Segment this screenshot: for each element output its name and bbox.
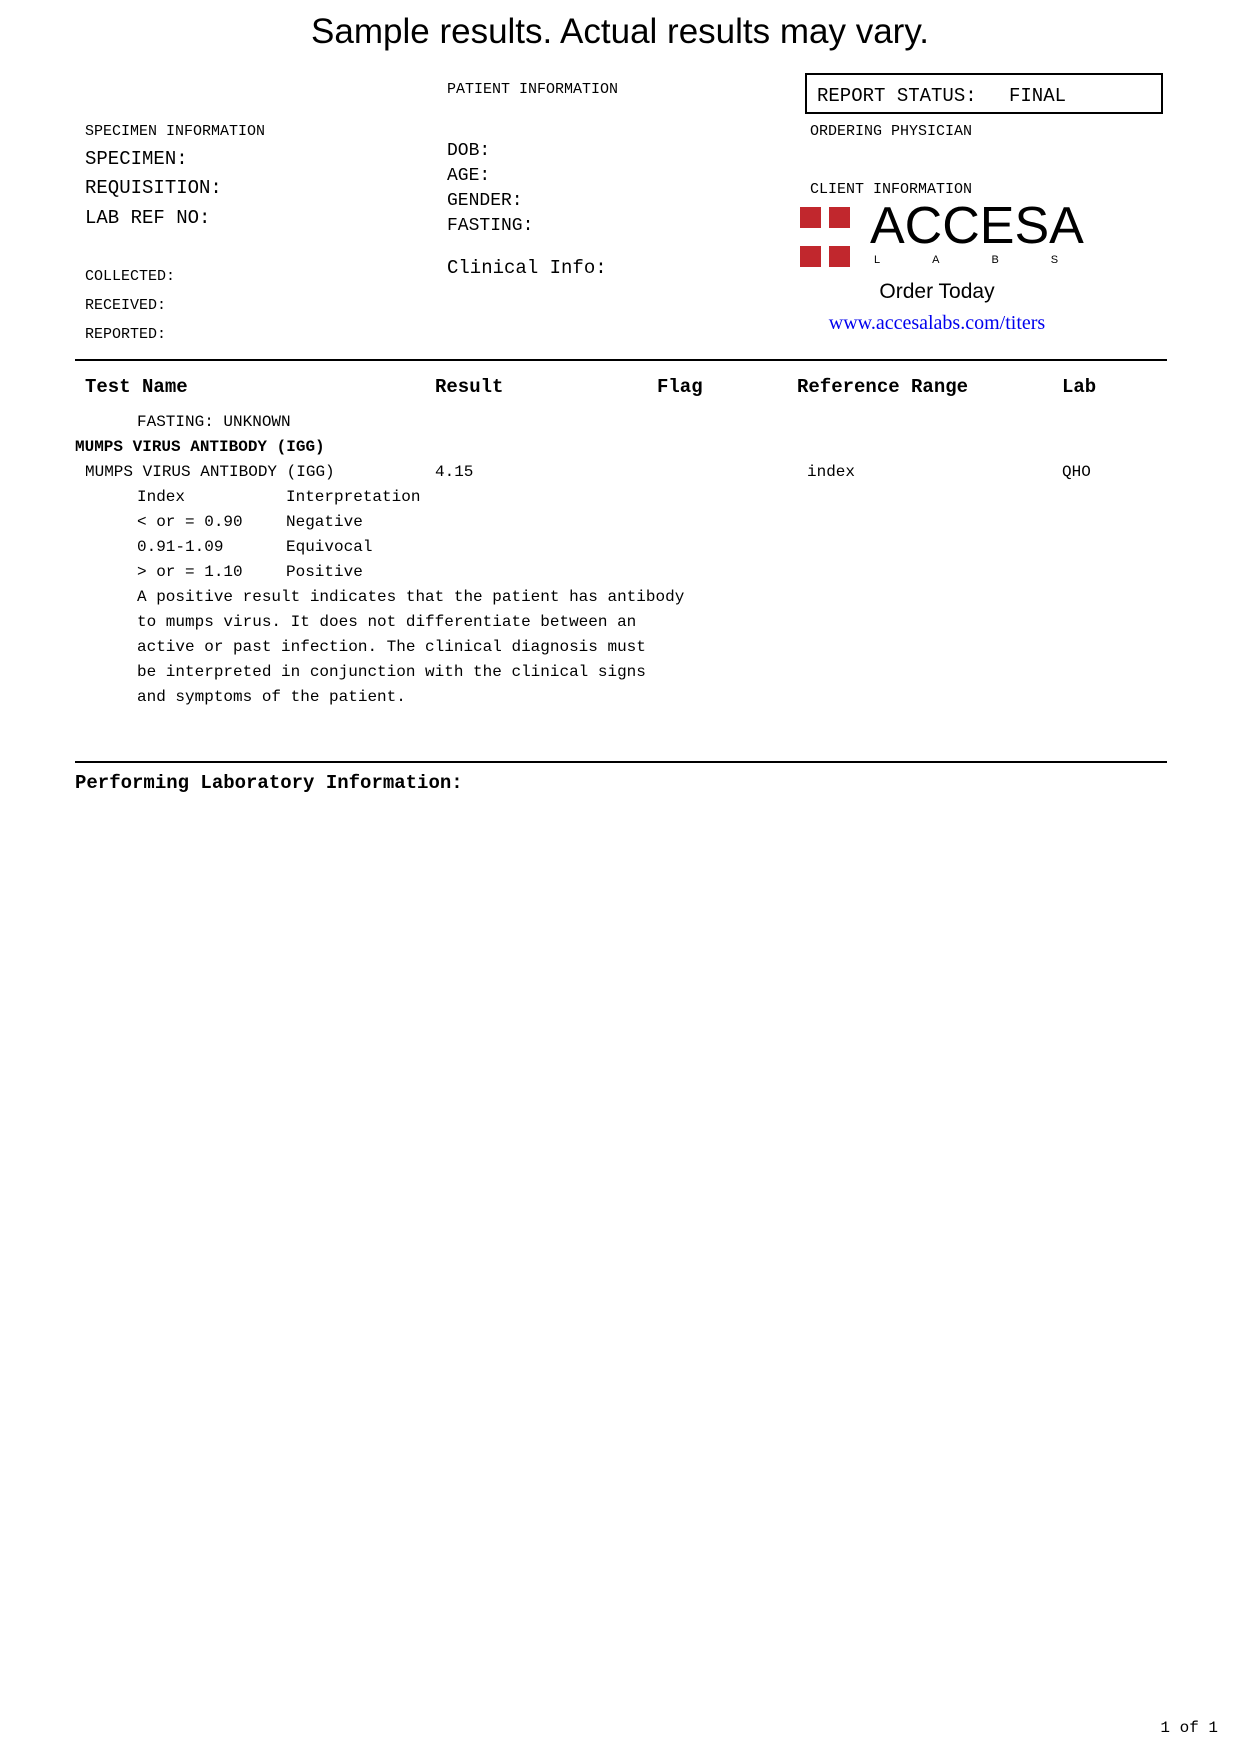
ordering-physician-heading: ORDERING PHYSICIAN bbox=[810, 123, 973, 140]
clinical-info-label: Clinical Info: bbox=[447, 257, 607, 279]
interp-index: > or = 1.10 bbox=[137, 563, 243, 581]
received-label: RECEIVED: bbox=[85, 297, 167, 314]
comment-line: active or past infection. The clinical diagnosis must bbox=[137, 638, 646, 656]
disclaimer-banner: Sample results. Actual results may vary. bbox=[311, 12, 929, 51]
test-name-cell: MUMPS VIRUS ANTIBODY (IGG) bbox=[85, 463, 335, 481]
interp-value: Negative bbox=[286, 513, 363, 531]
order-today-text: Order Today bbox=[879, 280, 995, 303]
report-status-box bbox=[805, 73, 1163, 114]
performing-lab-heading: Performing Laboratory Information: bbox=[75, 772, 463, 794]
interp-index: 0.91-1.09 bbox=[137, 538, 224, 556]
col-header-result: Result bbox=[435, 376, 504, 398]
collected-label: COLLECTED: bbox=[85, 268, 176, 285]
col-header-test-name: Test Name bbox=[85, 376, 188, 398]
col-header-flag: Flag bbox=[657, 376, 703, 398]
test-section-title: MUMPS VIRUS ANTIBODY (IGG) bbox=[75, 438, 325, 456]
col-header-lab: Lab bbox=[1062, 376, 1097, 398]
report-status-label: REPORT STATUS: bbox=[817, 85, 977, 107]
col-header-reference-range: Reference Range bbox=[797, 376, 969, 398]
logo-wordmark: ACCESA bbox=[870, 197, 1084, 255]
page-indicator: 1 of 1 bbox=[1160, 1719, 1218, 1737]
gender-label: GENDER: bbox=[447, 191, 523, 211]
client-information-heading: CLIENT INFORMATION bbox=[810, 181, 973, 198]
reference-range-cell: index bbox=[807, 463, 856, 481]
requisition-label: REQUISITION: bbox=[85, 177, 222, 199]
header-divider bbox=[75, 359, 1167, 361]
interp-index: < or = 0.90 bbox=[137, 513, 243, 531]
specimen-label: SPECIMEN: bbox=[85, 148, 188, 170]
report-status-value: FINAL bbox=[1009, 85, 1067, 107]
footer-divider bbox=[75, 761, 1167, 763]
specimen-information-heading: SPECIMEN INFORMATION bbox=[85, 123, 266, 140]
interp-value: Positive bbox=[286, 563, 363, 581]
comment-line: A positive result indicates that the patient has antibody bbox=[137, 588, 685, 606]
interp-value: Equivocal bbox=[286, 538, 373, 556]
comment-line: be interpreted in conjunction with the clinical signs bbox=[137, 663, 646, 681]
comment-line: and symptoms of the patient. bbox=[137, 688, 406, 706]
reported-label: REPORTED: bbox=[85, 326, 167, 343]
age-label: AGE: bbox=[447, 166, 491, 186]
result-cell: 4.15 bbox=[435, 463, 474, 481]
comment-line: to mumps virus. It does not differentiate between an bbox=[137, 613, 637, 631]
fasting-label: FASTING: bbox=[447, 216, 534, 236]
interp-header-index: Index bbox=[137, 488, 186, 506]
lab-ref-no-label: LAB REF NO: bbox=[85, 207, 211, 229]
order-link[interactable]: www.accesalabs.com/titers bbox=[828, 312, 1046, 334]
lab-cell: QHO bbox=[1062, 463, 1091, 481]
interp-header-interpretation: Interpretation bbox=[286, 488, 421, 506]
patient-information-heading: PATIENT INFORMATION bbox=[447, 81, 619, 98]
logo-subtitle: LABS bbox=[874, 254, 1111, 266]
fasting-status-line: FASTING: UNKNOWN bbox=[137, 413, 291, 431]
dob-label: DOB: bbox=[447, 141, 491, 161]
accesa-cross-logo-icon bbox=[800, 207, 850, 267]
